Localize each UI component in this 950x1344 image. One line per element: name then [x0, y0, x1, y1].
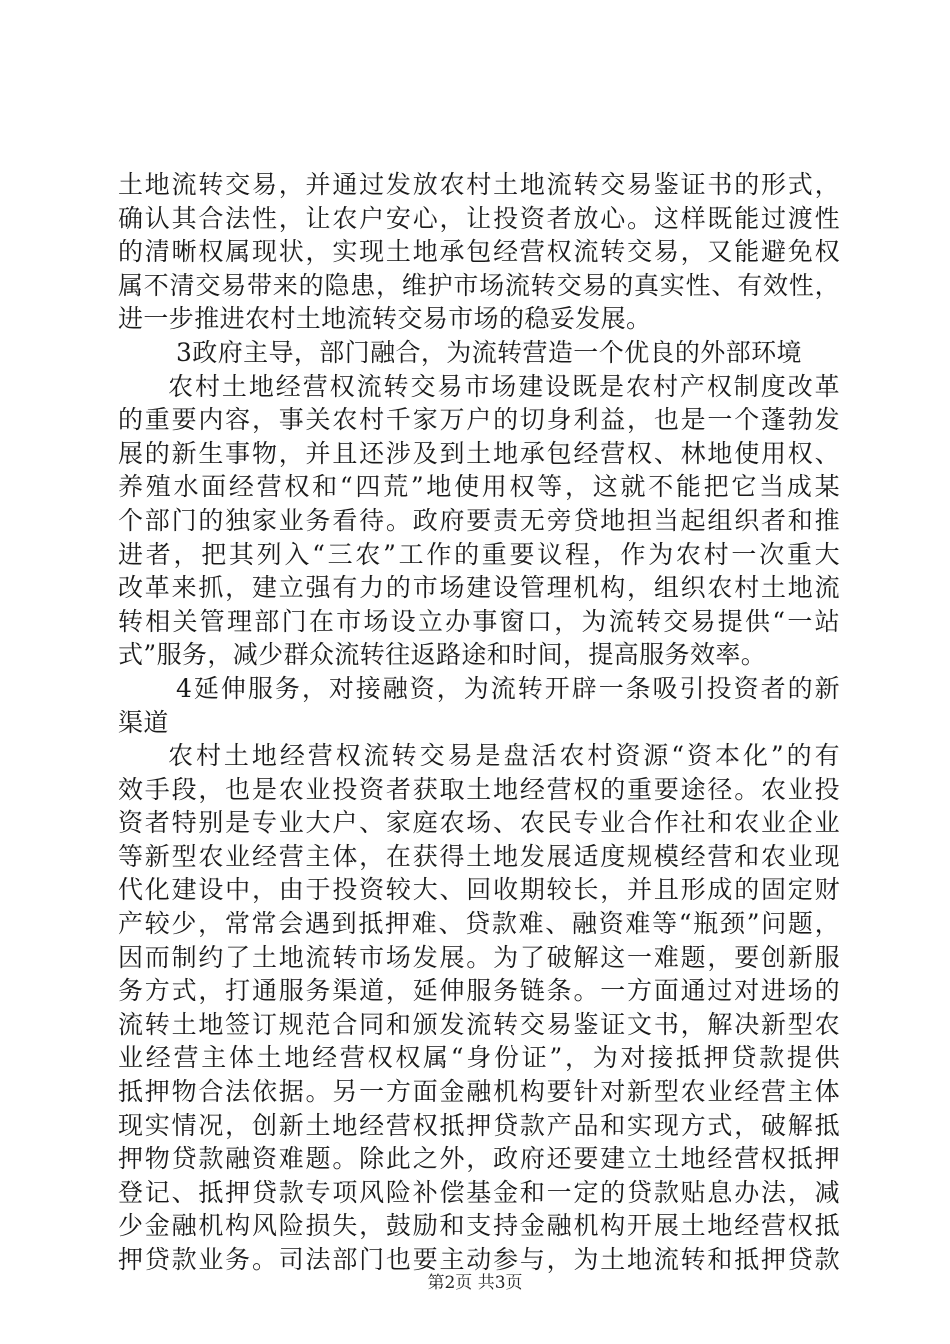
- body-line: 流转土地签订规范合同和颁发流转交易鉴证文书，解决新型农: [118, 1009, 840, 1039]
- body-line: 养殖水面经营权和“四荒”地使用权等，这就不能把它当成某: [118, 472, 840, 502]
- body-line: 个部门的独家业务看待。政府要责无旁贷地担当起组织者和推: [118, 505, 840, 535]
- body-line: 资者特别是专业大户、家庭农场、农民专业合作社和农业企业: [118, 808, 840, 838]
- paragraph-first-line: 农村土地经营权流转交易市场建设既是农村产权制度改革: [168, 371, 840, 401]
- document-body: [118, 168, 840, 1277]
- body-line: 进者，把其列入“三农”工作的重要议程，作为农村一次重大: [118, 539, 840, 569]
- body-line: 现实情况，创新土地经营权抵押贷款产品和实现方式，破解抵: [118, 1110, 840, 1140]
- body-line: 转相关管理部门在市场设立办事窗口，为流转交易提供“一站: [118, 606, 840, 636]
- body-line: 押贷款业务。司法部门也要主动参与，为土地流转和抵押贷款: [118, 1245, 840, 1274]
- body-line: 登记、抵押贷款专项风险补偿基金和一定的贷款贴息办法，减: [118, 1177, 840, 1207]
- body-line: 效手段，也是农业投资者获取土地经营权的重要途径。农业投: [118, 774, 840, 804]
- body-line: 确认其合法性，让农户安心，让投资者放心。这样既能过渡性: [118, 203, 840, 233]
- body-line: 少金融机构风险损失，鼓励和支持金融机构开展土地经营权抵: [118, 1211, 840, 1241]
- body-line: 等新型农业经营主体，在获得土地发展适度规模经营和农业现: [118, 841, 840, 871]
- paragraph-first-line: 农村土地经营权流转交易是盘活农村资源“资本化”的有: [168, 741, 840, 771]
- section-heading-4: 4延伸服务，对接融资，为流转开辟一条吸引投资者的新: [176, 673, 840, 703]
- body-line: 抵押物合法依据。另一方面金融机构要针对新型农业经营主体: [118, 1077, 840, 1107]
- body-line: 属不清交易带来的隐患，维护市场流转交易的真实性、有效性，: [118, 270, 840, 300]
- section-heading-3: 3政府主导，部门融合，为流转营造一个优良的外部环境: [176, 337, 802, 367]
- body-line: 土地流转交易，并通过发放农村土地流转交易鉴证书的形式，: [118, 170, 840, 199]
- section-heading-4-continued: 渠道: [118, 707, 169, 737]
- body-line: 改革来抓，建立强有力的市场建设管理机构，组织农村土地流: [118, 573, 840, 603]
- body-line: 式”服务，减少群众流转往返路途和时间，提高服务效率。: [118, 640, 767, 670]
- body-line: 的重要内容，事关农村千家万户的切身利益，也是一个蓬勃发: [118, 405, 840, 435]
- body-line: 产较少，常常会遇到抵押难、贷款难、融资难等“瓶颈”问题，: [118, 909, 840, 939]
- body-line: 因而制约了土地流转市场发展。为了破解这一难题，要创新服: [118, 942, 840, 972]
- page-number-footer: 第2页 共3页: [427, 1273, 523, 1293]
- body-line: 展的新生事物，并且还涉及到土地承包经营权、林地使用权、: [118, 438, 840, 468]
- body-line: 代化建设中，由于投资较大、回收期较长，并且形成的固定财: [118, 875, 840, 905]
- body-line: 的清晰权属现状，实现土地承包经营权流转交易，又能避免权: [118, 237, 840, 267]
- body-line: 进一步推进农村土地流转交易市场的稳妥发展。: [118, 304, 652, 334]
- body-line: 业经营主体土地经营权权属“身份证”，为对接抵押贷款提供: [118, 1043, 840, 1073]
- body-line: 务方式，打通服务渠道，延伸服务链条。一方面通过对进场的: [118, 976, 840, 1006]
- body-line: 押物贷款融资难题。除此之外，政府还要建立土地经营权抵押: [118, 1144, 840, 1174]
